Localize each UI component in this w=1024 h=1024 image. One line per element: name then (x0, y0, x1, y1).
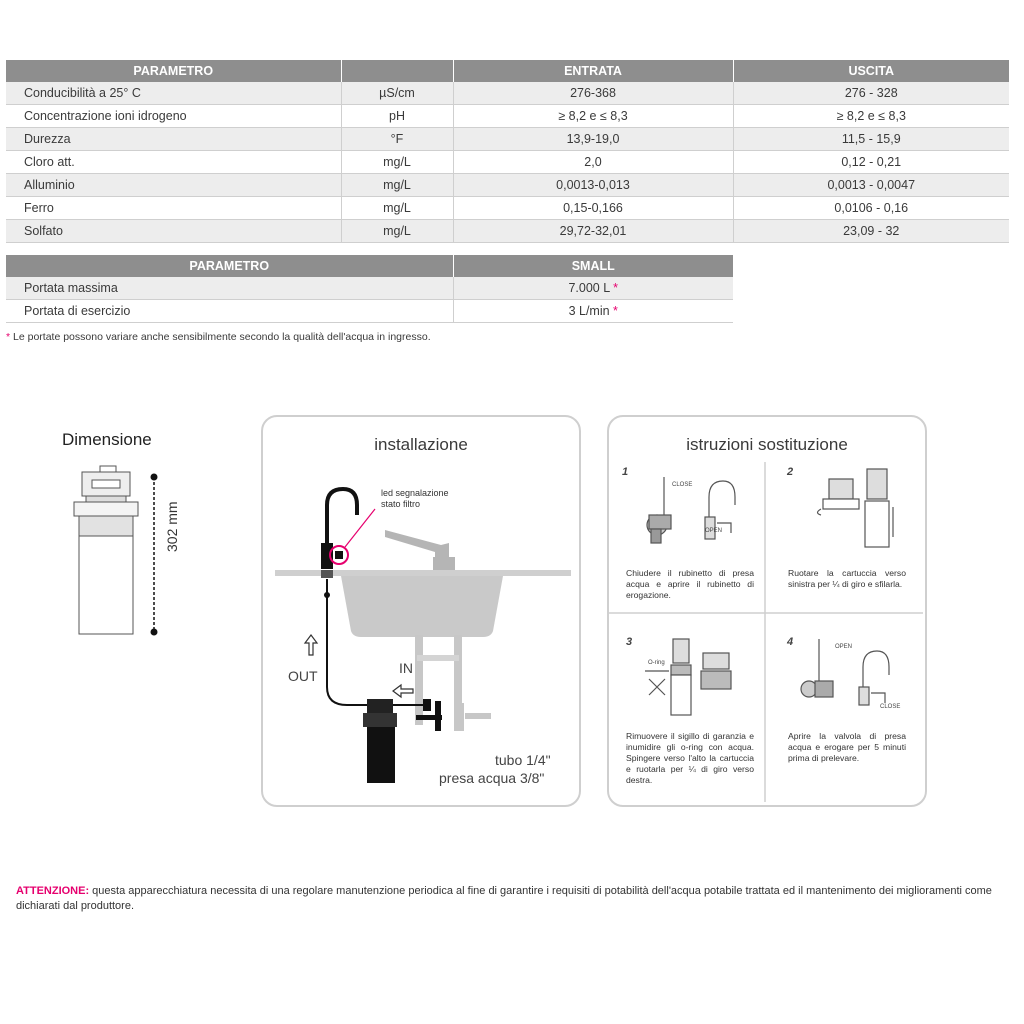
cell-parameter: Concentrazione ioni idrogeno (6, 105, 341, 128)
cell-uscita: 11,5 - 15,9 (733, 128, 1009, 151)
table-row (6, 277, 733, 300)
cell-uscita: 0,12 - 0,21 (733, 151, 1009, 174)
cell-uscita: 276 - 328 (733, 82, 1009, 105)
cell-unit: mg/L (341, 174, 453, 197)
header-small: SMALL (453, 255, 733, 277)
cell-entrata: 2,0 (453, 151, 733, 174)
led-label-line2: stato filtro (381, 499, 421, 509)
cell-uscita: 23,09 - 32 (733, 220, 1009, 243)
cell-parameter: Portata di esercizio (6, 300, 453, 323)
pipe-size-label: tubo 1/4" (495, 752, 551, 768)
footnote-asterisk: * (6, 331, 11, 343)
header-parametro: PARAMETRO (6, 255, 453, 277)
header-entrata: ENTRATA (453, 60, 733, 82)
step-4-tag-close: CLOSE (880, 704, 901, 710)
cell-unit: µS/cm (341, 82, 453, 105)
cell-unit: mg/L (341, 220, 453, 243)
water-intake-label: presa acqua 3/8" (439, 770, 545, 786)
warning-note (16, 884, 1016, 914)
step-4-text: Aprire la valvola di presa acqua e erogare per 5 minuti prima di prelevare. (788, 731, 906, 763)
replacement-title: istruzioni sostituzione (686, 435, 848, 454)
cell-value (453, 277, 733, 300)
cell-uscita: 0,0106 - 0,16 (733, 197, 1009, 220)
asterisk-mark: * (613, 304, 618, 318)
cell-entrata: 13,9-19,0 (453, 128, 733, 151)
cell-parameter: Cloro att. (6, 151, 341, 174)
cell-value (453, 300, 733, 323)
step-3-tag-oring: O-ring (648, 660, 665, 666)
header-unit (341, 60, 453, 82)
step-3-text: Rimuovere il sigillo di garanzia e inumidire gli o-ring con acqua. Spingere verso l'alto la cartuccia e ruotarla per ¼ di giro verso destra. (626, 731, 754, 785)
cell-parameter: Alluminio (6, 174, 341, 197)
table-row (6, 300, 733, 323)
table-row (6, 197, 1009, 220)
cell-entrata: ≥ 8,2 e ≤ 8,3 (453, 105, 733, 128)
header-uscita: USCITA (733, 60, 1009, 82)
cell-entrata: 0,15-0,166 (453, 197, 733, 220)
asterisk-mark: * (613, 281, 619, 295)
value-text: 3 L/min (568, 304, 610, 318)
dimension-height-label: 302 mm (164, 501, 180, 552)
step-4-tag-open: OPEN (835, 644, 853, 650)
led-label-line1: led segnalazione (381, 488, 449, 498)
value-text: 7.000 L (568, 281, 610, 295)
cell-unit: pH (341, 105, 453, 128)
table-row (6, 151, 1009, 174)
cell-entrata: 0,0013-0,013 (453, 174, 733, 197)
step-1-text: Chiudere il rubinetto di presa acqua e aprire il rubinetto di erogazione. (626, 568, 754, 600)
flow-rate-table (6, 255, 733, 323)
footnote-text: Le portate possono variare anche sensibilmente secondo la qualità dell'acqua in ingresso. (10, 331, 431, 343)
cell-entrata: 29,72-32,01 (453, 220, 733, 243)
footnote (6, 331, 431, 343)
cell-uscita: ≥ 8,2 e ≤ 8,3 (733, 105, 1009, 128)
table-row (6, 105, 1009, 128)
table-row (6, 82, 1009, 105)
step-1-tag-close: CLOSE (672, 482, 693, 488)
warning-label: ATTENZIONE: (16, 885, 90, 897)
cell-unit: mg/L (341, 151, 453, 174)
in-label: IN (399, 660, 413, 676)
table-header-row (6, 60, 1009, 82)
dimension-title: Dimensione (62, 430, 152, 449)
table-row (6, 174, 1009, 197)
step-1-number: 1 (622, 466, 629, 478)
cell-entrata: 276-368 (453, 82, 733, 105)
cell-uscita: 0,0013 - 0,0047 (733, 174, 1009, 197)
table-row (6, 128, 1009, 151)
cell-parameter: Durezza (6, 128, 341, 151)
out-label: OUT (288, 668, 318, 684)
step-3-number: 3 (626, 636, 633, 648)
cell-parameter: Solfato (6, 220, 341, 243)
installation-diagram (263, 417, 577, 802)
cell-unit: °F (341, 128, 453, 151)
cell-parameter: Ferro (6, 197, 341, 220)
cell-unit: mg/L (341, 197, 453, 220)
step-2-number: 2 (787, 466, 794, 478)
warning-text: questa apparecchiatura necessita di una regolare manutenzione periodica al fine di garantire i requisiti di potabilità dell'acqua potabile trattata ed il mantenimento dei miglioramenti come dichiarati dal produttore. (16, 885, 992, 912)
header-parametro: PARAMETRO (6, 60, 341, 82)
step-4-number: 4 (787, 636, 794, 648)
cell-parameter: Conducibilità a 25° C (6, 82, 341, 105)
step-2-text: Ruotare la cartuccia verso sinistra per ¼ di giro e sfilarla. (788, 568, 906, 589)
installation-title: installazione (374, 435, 468, 454)
table-header-row (6, 255, 733, 277)
table-row (6, 220, 1009, 243)
step-1-tag-open: OPEN (705, 528, 723, 534)
water-parameters-table (6, 60, 1009, 243)
cell-parameter: Portata massima (6, 277, 453, 300)
